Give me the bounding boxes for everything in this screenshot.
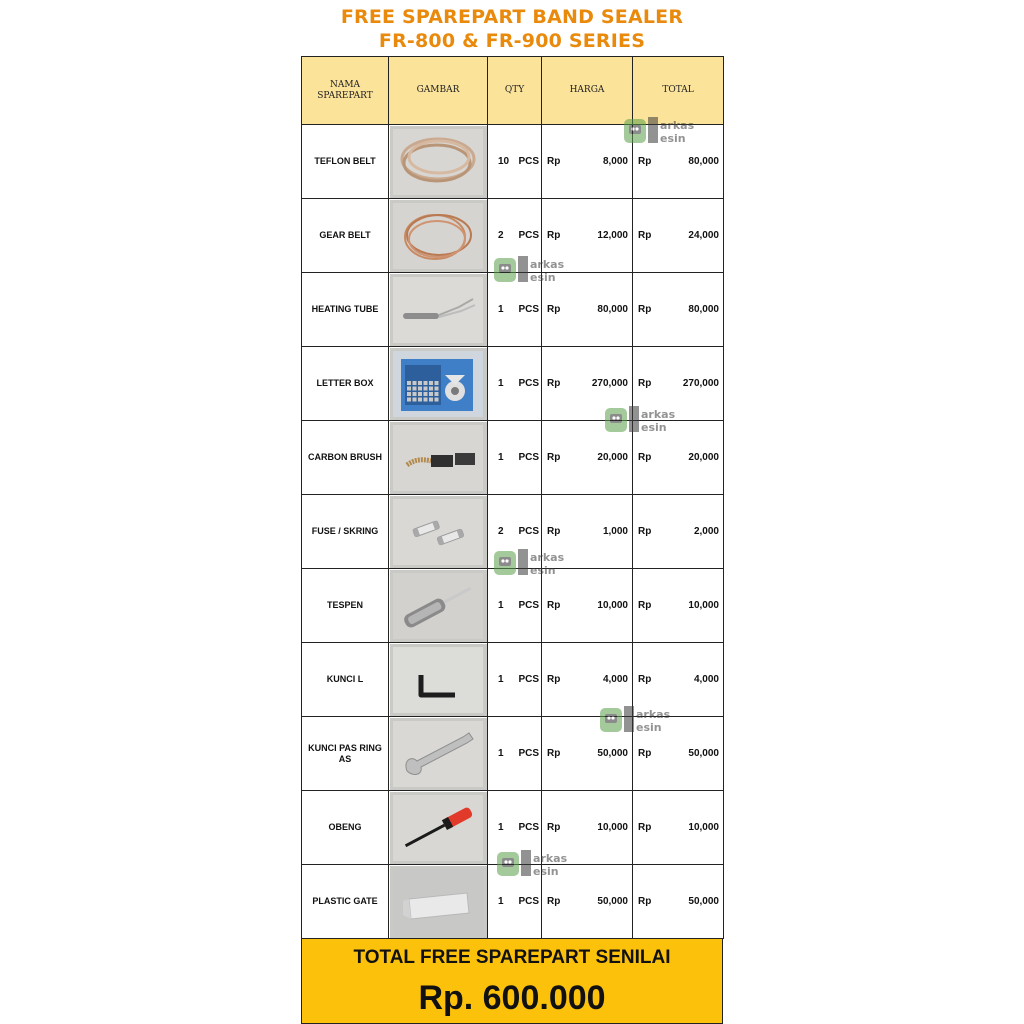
part-price: 4,000 bbox=[602, 674, 628, 685]
currency-label: Rp bbox=[547, 674, 561, 685]
part-total: 4,000 bbox=[693, 674, 719, 685]
column-header-image: GAMBAR bbox=[389, 57, 488, 125]
currency-label: Rp bbox=[638, 600, 652, 611]
part-qty-cell bbox=[488, 865, 542, 939]
part-total: 24,000 bbox=[688, 230, 719, 241]
part-qty: 1 bbox=[498, 304, 504, 315]
part-image-cell bbox=[389, 717, 488, 791]
part-name: KUNCI L bbox=[302, 643, 389, 717]
page-subtitle: FR-800 & FR-900 SERIES bbox=[378, 30, 646, 52]
table-row bbox=[302, 643, 724, 717]
tespen-photo bbox=[390, 570, 487, 642]
watermark-text-bottom: esin bbox=[660, 132, 686, 145]
part-name: GEAR BELT bbox=[302, 199, 389, 273]
part-price-cell bbox=[542, 347, 633, 421]
page-title: FREE SPAREPART BAND SEALER bbox=[340, 6, 684, 28]
currency-label: Rp bbox=[638, 526, 652, 537]
part-qty: 10 bbox=[498, 156, 510, 167]
part-price: 50,000 bbox=[597, 748, 628, 759]
part-price-cell bbox=[542, 643, 633, 717]
sparepart-table bbox=[301, 56, 724, 939]
watermark-text-top: arkas bbox=[530, 258, 565, 271]
part-qty-cell bbox=[488, 495, 542, 569]
part-qty-cell bbox=[488, 125, 542, 199]
part-qty-cell bbox=[488, 643, 542, 717]
part-qty: 2 bbox=[498, 526, 504, 537]
table-row bbox=[302, 273, 724, 347]
part-image-cell bbox=[389, 273, 488, 347]
part-total-cell bbox=[633, 273, 724, 347]
part-price: 12,000 bbox=[597, 230, 628, 241]
part-price-cell bbox=[542, 569, 633, 643]
letter-box-photo bbox=[390, 348, 487, 420]
part-total-cell bbox=[633, 347, 724, 421]
total-label: TOTAL FREE SPAREPART SENILAI bbox=[353, 947, 671, 968]
table-row bbox=[302, 199, 724, 273]
part-total-cell bbox=[633, 125, 724, 199]
part-total: 80,000 bbox=[688, 156, 719, 167]
column-header-total: TOTAL bbox=[633, 57, 724, 125]
part-qty-cell bbox=[488, 199, 542, 273]
part-unit: PCS bbox=[518, 600, 539, 611]
part-qty: 1 bbox=[498, 452, 504, 463]
part-unit: PCS bbox=[518, 304, 539, 315]
part-unit: PCS bbox=[518, 452, 539, 463]
part-price: 270,000 bbox=[591, 378, 628, 389]
currency-label: Rp bbox=[638, 156, 652, 167]
part-unit: PCS bbox=[518, 378, 539, 389]
part-unit: PCS bbox=[518, 822, 539, 833]
part-unit: PCS bbox=[518, 526, 539, 537]
currency-label: Rp bbox=[547, 230, 561, 241]
watermark-text-top: arkas bbox=[660, 119, 695, 132]
part-price: 8,000 bbox=[602, 156, 628, 167]
part-image-cell bbox=[389, 199, 488, 273]
part-image-cell bbox=[389, 421, 488, 495]
screwdriver-photo bbox=[390, 792, 487, 864]
table-row bbox=[302, 347, 724, 421]
currency-label: Rp bbox=[638, 822, 652, 833]
part-price-cell bbox=[542, 717, 633, 791]
part-total-cell bbox=[633, 717, 724, 791]
column-header-name: NAMA SPAREPART bbox=[302, 57, 389, 125]
part-image-cell bbox=[389, 125, 488, 199]
currency-label: Rp bbox=[547, 452, 561, 463]
watermark-text-top: arkas bbox=[530, 551, 565, 564]
watermark-text-bottom: esin bbox=[533, 865, 559, 878]
part-qty-cell bbox=[488, 791, 542, 865]
part-price-cell bbox=[542, 125, 633, 199]
currency-label: Rp bbox=[547, 304, 561, 315]
part-price-cell bbox=[542, 273, 633, 347]
part-total-cell bbox=[633, 791, 724, 865]
teflon-belt-photo bbox=[390, 126, 487, 198]
currency-label: Rp bbox=[547, 526, 561, 537]
part-image-cell bbox=[389, 569, 488, 643]
total-banner bbox=[301, 938, 723, 1024]
table-row bbox=[302, 569, 724, 643]
part-unit: PCS bbox=[518, 230, 539, 241]
currency-label: Rp bbox=[638, 230, 652, 241]
table-row bbox=[302, 125, 724, 199]
part-qty: 2 bbox=[498, 230, 504, 241]
part-total: 20,000 bbox=[688, 452, 719, 463]
part-price: 1,000 bbox=[602, 526, 628, 537]
watermark-text-bottom: esin bbox=[530, 271, 556, 284]
gear-belt-photo bbox=[390, 200, 487, 272]
part-image-cell bbox=[389, 347, 488, 421]
total-amount: Rp. 600.000 bbox=[418, 979, 606, 1017]
part-price-cell bbox=[542, 199, 633, 273]
plastic-gate-photo bbox=[390, 866, 487, 938]
part-unit: PCS bbox=[518, 748, 539, 759]
part-name: KUNCI PAS RING AS bbox=[302, 717, 389, 791]
part-price: 80,000 bbox=[597, 304, 628, 315]
part-qty: 1 bbox=[498, 378, 504, 389]
part-qty: 1 bbox=[498, 674, 504, 685]
part-qty-cell bbox=[488, 717, 542, 791]
part-total-cell bbox=[633, 643, 724, 717]
column-header-price: HARGA bbox=[542, 57, 633, 125]
watermark-text-bottom: esin bbox=[530, 564, 556, 577]
table-row bbox=[302, 865, 724, 939]
part-name: FUSE / SKRING bbox=[302, 495, 389, 569]
table-header-row bbox=[302, 57, 724, 125]
part-qty: 1 bbox=[498, 600, 504, 611]
part-image-cell bbox=[389, 495, 488, 569]
part-total: 10,000 bbox=[688, 600, 719, 611]
part-total: 270,000 bbox=[682, 378, 719, 389]
currency-label: Rp bbox=[638, 378, 652, 389]
carbon-brush-photo bbox=[390, 422, 487, 494]
part-price: 10,000 bbox=[597, 822, 628, 833]
currency-label: Rp bbox=[638, 748, 652, 759]
part-total: 2,000 bbox=[693, 526, 719, 537]
part-qty-cell bbox=[488, 347, 542, 421]
watermark-text-top: arkas bbox=[636, 708, 671, 721]
part-qty: 1 bbox=[498, 748, 504, 759]
part-image-cell bbox=[389, 643, 488, 717]
watermark-text-top: arkas bbox=[641, 408, 676, 421]
part-total: 80,000 bbox=[688, 304, 719, 315]
part-name: OBENG bbox=[302, 791, 389, 865]
currency-label: Rp bbox=[638, 452, 652, 463]
currency-label: Rp bbox=[547, 600, 561, 611]
part-qty-cell bbox=[488, 421, 542, 495]
part-total-cell bbox=[633, 421, 724, 495]
column-header-qty: QTY bbox=[488, 57, 542, 125]
part-total-cell bbox=[633, 569, 724, 643]
table-row bbox=[302, 717, 724, 791]
part-unit: PCS bbox=[518, 674, 539, 685]
part-name: CARBON BRUSH bbox=[302, 421, 389, 495]
part-price: 20,000 bbox=[597, 452, 628, 463]
heating-tube-photo bbox=[390, 274, 487, 346]
part-price-cell bbox=[542, 865, 633, 939]
currency-label: Rp bbox=[638, 896, 652, 907]
part-name: PLASTIC GATE bbox=[302, 865, 389, 939]
part-image-cell bbox=[389, 865, 488, 939]
part-qty-cell bbox=[488, 569, 542, 643]
part-qty-cell bbox=[488, 273, 542, 347]
part-name: TEFLON BELT bbox=[302, 125, 389, 199]
watermark-text-bottom: esin bbox=[636, 721, 662, 734]
part-price-cell bbox=[542, 791, 633, 865]
currency-label: Rp bbox=[547, 822, 561, 833]
part-price: 50,000 bbox=[597, 896, 628, 907]
spanner-photo bbox=[390, 718, 487, 790]
table-row bbox=[302, 421, 724, 495]
part-name: LETTER BOX bbox=[302, 347, 389, 421]
currency-label: Rp bbox=[638, 674, 652, 685]
part-total: 50,000 bbox=[688, 748, 719, 759]
part-total: 10,000 bbox=[688, 822, 719, 833]
part-total-cell bbox=[633, 495, 724, 569]
part-price: 10,000 bbox=[597, 600, 628, 611]
part-image-cell bbox=[389, 791, 488, 865]
part-price-cell bbox=[542, 421, 633, 495]
part-total: 50,000 bbox=[688, 896, 719, 907]
part-total-cell bbox=[633, 199, 724, 273]
part-unit: PCS bbox=[518, 896, 539, 907]
watermark-text-top: arkas bbox=[533, 852, 568, 865]
part-qty: 1 bbox=[498, 822, 504, 833]
currency-label: Rp bbox=[547, 378, 561, 389]
currency-label: Rp bbox=[547, 156, 561, 167]
part-qty: 1 bbox=[498, 896, 504, 907]
currency-label: Rp bbox=[547, 748, 561, 759]
table-row bbox=[302, 495, 724, 569]
part-name: HEATING TUBE bbox=[302, 273, 389, 347]
fuse-photo bbox=[390, 496, 487, 568]
part-total-cell bbox=[633, 865, 724, 939]
table-row bbox=[302, 791, 724, 865]
part-price-cell bbox=[542, 495, 633, 569]
currency-label: Rp bbox=[547, 896, 561, 907]
allen-key-photo bbox=[390, 644, 487, 716]
part-name: TESPEN bbox=[302, 569, 389, 643]
currency-label: Rp bbox=[638, 304, 652, 315]
watermark-text-bottom: esin bbox=[641, 421, 667, 434]
part-unit: PCS bbox=[518, 156, 539, 167]
